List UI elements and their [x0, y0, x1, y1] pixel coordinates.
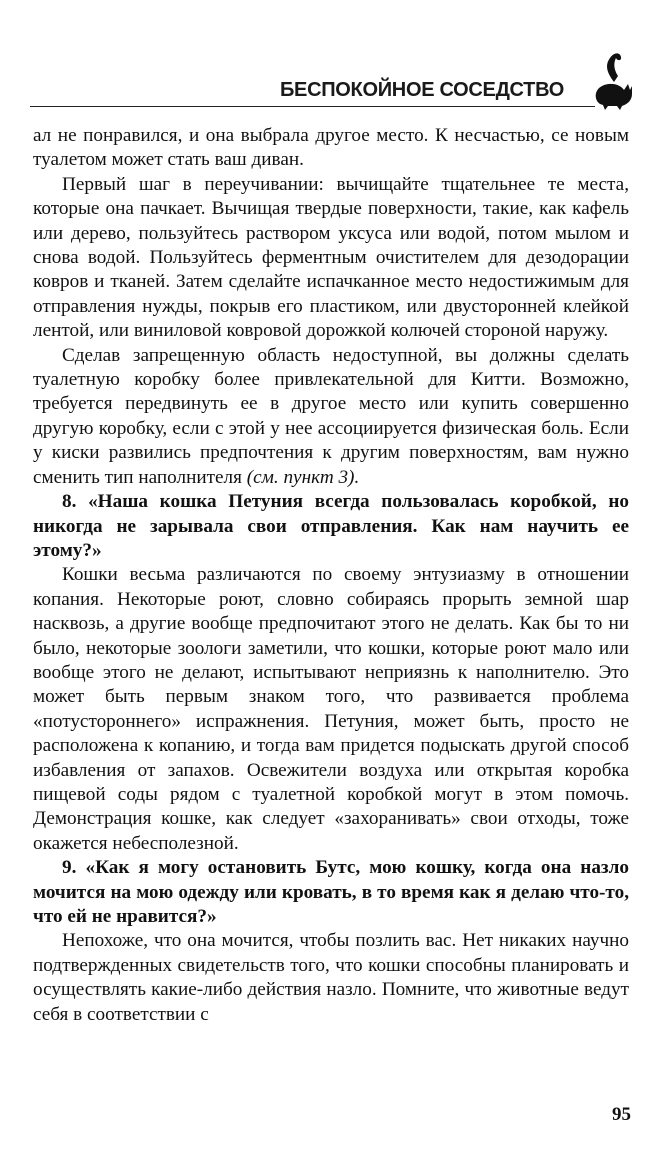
paragraph: [33, 344, 629, 490]
body-text: [33, 124, 629, 1027]
paragraph-text: Сделав запрещенную область недоступной, вы должны сделать туалетную коробку более привлекательной для Китти. Возможно, требуется передвинуть ее в другое место или купить совершенно другую коробку, если с этой у нее ассоциируется физическая боль. Если у киски развились предпочтения к другим поверхностям, вам нужно сменить тип наполнителя: [33, 344, 629, 488]
question-heading: 8. «Наша кошка Петуния всегда пользовалась коробкой, но никогда не зарывала свои отправления. Как нам научить ее этому?»: [33, 491, 629, 561]
cross-reference: (см. пункт 3).: [246, 466, 360, 488]
cat-silhouette-icon: [586, 48, 634, 110]
paragraph: Непохоже, что она мочится, чтобы позлить вас. Нет никаких научно подтвержденных свидетельств того, что кошки способны планировать и осуществлять какие-либо действия назло. Помните, что животные ведут себя в соответствии с: [33, 930, 629, 1025]
paragraph-continuation: ал не понравился, и она выбрала другое место. К несчастью, се новым туалетом может стать ваш диван.: [33, 125, 629, 171]
running-header: [30, 64, 636, 110]
running-header-title: БЕСПОКОЙНОЕ СОСЕДСТВО: [279, 79, 564, 101]
page-number: 95: [612, 1104, 631, 1125]
paragraph: Первый шаг в переучивании: вычищайте тщательнее те места, которые она пачкает. Вычищая твердые поверхности, такие, как кафель или дерево, пользуйтесь раствором уксуса или водой, потом мылом и снова водой. Пользуйтесь ферментным очистителем для дезодорации ковров и тканей. Затем сделайте испачканное место недостижимым для отправления нужды, покрыв его пластиком, или двусторонней клейкой лентой, или виниловой ковровой дорожкой колючей стороной наружу.: [33, 173, 629, 342]
paragraph: Кошки весьма различаются по своему энтузиазму в отношении копания. Некоторые роют, словно собираясь прорыть земной шар насквозь, а другие вообще предпочитают этого не делать. Как бы то ни было, некоторые зоологи заметили, что кошки, которые роют мало или вообще этого не делают, испытывают неприязнь к наполнителю. Это может быть первым знаком того, что развивается проблема «потустороннего» испражнения. Петуния, может быть, просто не расположена к копанию, и тогда вам придется подыскать другой способ избавления от запахов. Освежители воздуха или открытая коробка пищевой соды рядом с туалетной коробкой могут в этом помочь. Демонстрация кошке, как следует «захоранивать» свои отходы, тоже окажется небесполезной.: [33, 564, 629, 854]
header-rule: [30, 106, 595, 107]
question-heading: 9. «Как я могу остановить Бутс, мою кошку, когда она назло мочится на мою одежду или кровать, в то время как я делаю что-то, что ей не нравится?»: [33, 857, 629, 927]
